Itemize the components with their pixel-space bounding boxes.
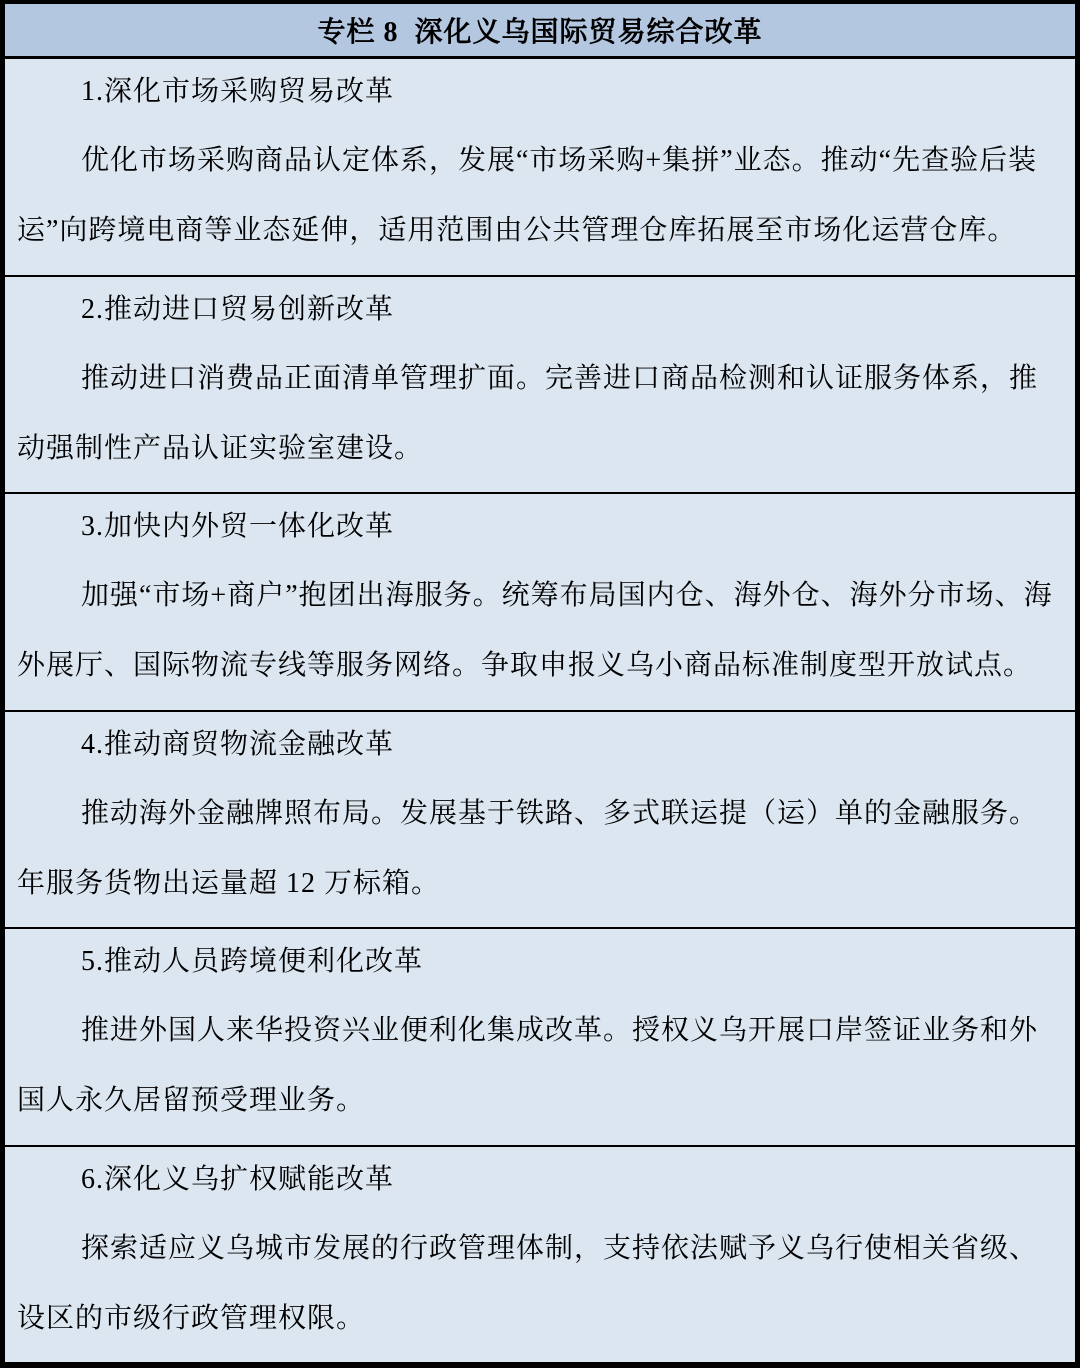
section-3 [5, 494, 1075, 712]
section-body: 加强“市场+商户”抱团出海服务。统筹布局国内仓、海外仓、海外分市场、海外展厅、国际物流专线等服务网络。争取申报义乌小商品标准制度型开放试点。 [17, 580, 1053, 681]
section-2 [5, 277, 1075, 495]
section-body: 推进外国人来华投资兴业便利化集成改革。授权义乌开展口岸签证业务和外国人永久居留预受理业务。 [17, 1015, 1039, 1116]
section-heading: 3.加快内外贸一体化改革 [81, 511, 395, 542]
section-heading: 5.推动人员跨境便利化改革 [81, 946, 424, 977]
section-6 [5, 1147, 1075, 1363]
section-heading: 4.推动商贸物流金融改革 [81, 728, 395, 760]
section-heading: 2.推动进口贸易创新改革 [81, 293, 395, 325]
section-body: 推动海外金融牌照布局。发展基于铁路、多式联运提（运）单的金融服务。年服务货物出运量超 12 万标箱。 [17, 797, 1039, 899]
section-heading: 1.深化市场采购贸易改革 [81, 76, 395, 107]
section-heading: 6.深化义乌扩权赋能改革 [81, 1163, 395, 1195]
section-5 [5, 929, 1075, 1147]
section-1 [5, 59, 1075, 277]
section-4 [5, 712, 1075, 930]
section-body: 探索适应义乌城市发展的行政管理体制，支持依法赋予义乌行使相关省级、设区的市级行政管理权限。 [17, 1232, 1039, 1334]
section-body: 优化市场采购商品认定体系，发展“市场采购+集拼”业态。推动“先查验后装运”向跨境电商等业态延伸，适用范围由公共管理仓库拓展至市场化运营仓库。 [17, 145, 1038, 246]
box-title: 专栏 8 深化义乌国际贸易综合改革 [5, 4, 1075, 59]
section-body: 推动进口消费品正面清单管理扩面。完善进口商品检测和认证服务体系，推动强制性产品认证实验室建设。 [17, 362, 1039, 464]
